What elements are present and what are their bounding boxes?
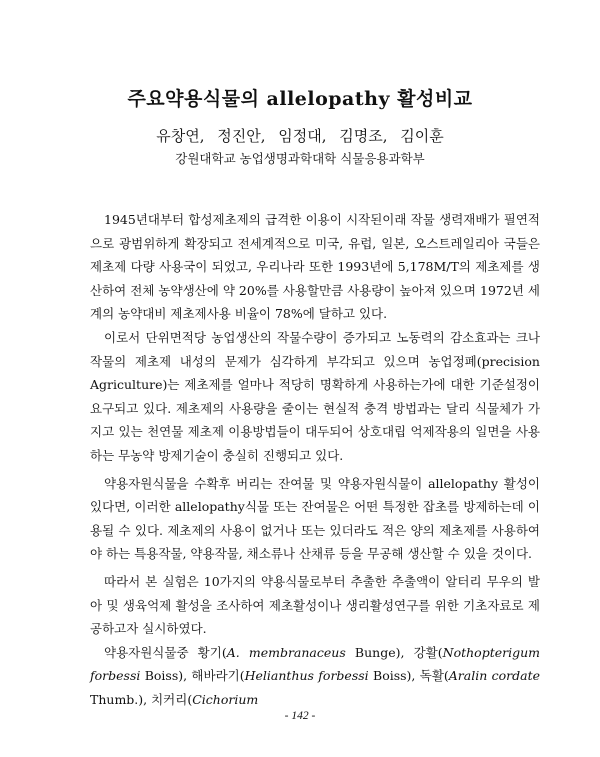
paragraph — [90, 641, 540, 712]
paper-title: 주요약용식물의 allelopathy 활성비교 — [127, 88, 473, 110]
author-list: 유창연, 정진안, 임정대, 김명조, 김이훈 — [156, 127, 444, 145]
species-name: Nothopterigum forbessi — [90, 644, 541, 684]
paragraph: 1945년대부터 합성제초제의 급격한 이용이 시작된이래 작물 생력재배가 필연적으로 광범위하게 확장되고 전세계적으로 미국, 유럽, 일본, 오스트레일리아 국들은 제초제 다량 사용국이 되었고, 우리나라 또한 1993년에 5,178M/T의 제초제를 생산하여 전체 농약생산에 약 20%를 사용할만큼 사용량이 높아져 있으며 1972년 세계의 농약대비 제초제사용 비율이 78%에 달하고 있다. — [90, 212, 540, 322]
body-text — [90, 208, 540, 711]
affiliation: 강원대학교 농업생명과학대학 식물응용과학부 — [175, 151, 425, 166]
paragraph-text: Boiss), 독활( — [368, 668, 449, 684]
paragraph-text: Bunge), 강활( — [345, 644, 443, 660]
species-name: Helianthus forbessi — [244, 668, 369, 684]
paragraph-text: Thumb.), 치커리( — [90, 691, 193, 707]
paragraph-text: 약용자원식물중 황기( — [104, 644, 227, 660]
paragraph: 약용자원식물을 수확후 버리는 잔여물 및 약용자원식물이 allelopathy 활성이 있다면, 이러한 allelopathy식물 또는 잔여물은 어떤 특정한 잡초를 방제하는데 이용될 수 있다. 제초제의 사용이 없거나 또는 있더라도 적은 양의 제초제를 사용하여야 하는 특용작물, 약용작물, 채소류나 산채류 등을 무공해 생산할 수 있을 것이다. — [90, 475, 540, 562]
page-number: - 142 - — [284, 710, 316, 722]
species-name: Aralin cordate — [448, 668, 541, 684]
paragraph: 이로서 단위면적당 농업생산의 작물수량이 증가되고 노동력의 감소효과는 크나 작물의 제초제 내성의 문제가 심각하게 부각되고 있으며 농업정폐(precision Agriculture)는 제초제를 얼마나 적당히 명확하게 사용하는가에 대한 기준설정이 요구되고 있다. 제초제의 사용량을 줄이는 현실적 충격 방법과는 달리 식물체가 가지고 있는 천연물 제초제 이용방법들이 대두되어 상호대립 억제작용의 일면을 사용하는 무농약 방제기술이 충실히 진행되고 있다. — [90, 329, 540, 463]
species-name: A. membranaceus — [226, 644, 346, 660]
paragraph: 따라서 본 실험은 10가지의 약용식물로부터 추출한 추출액이 알터리 무우의 발아 및 생육억제 활성을 조사하여 제초활성이나 생리활성연구를 위한 기초자료로 제공하고자 실시하였다. — [90, 573, 540, 637]
species-name: Cichorium — [192, 691, 259, 707]
paragraph-text: Boiss), 해바라기( — [140, 668, 245, 684]
